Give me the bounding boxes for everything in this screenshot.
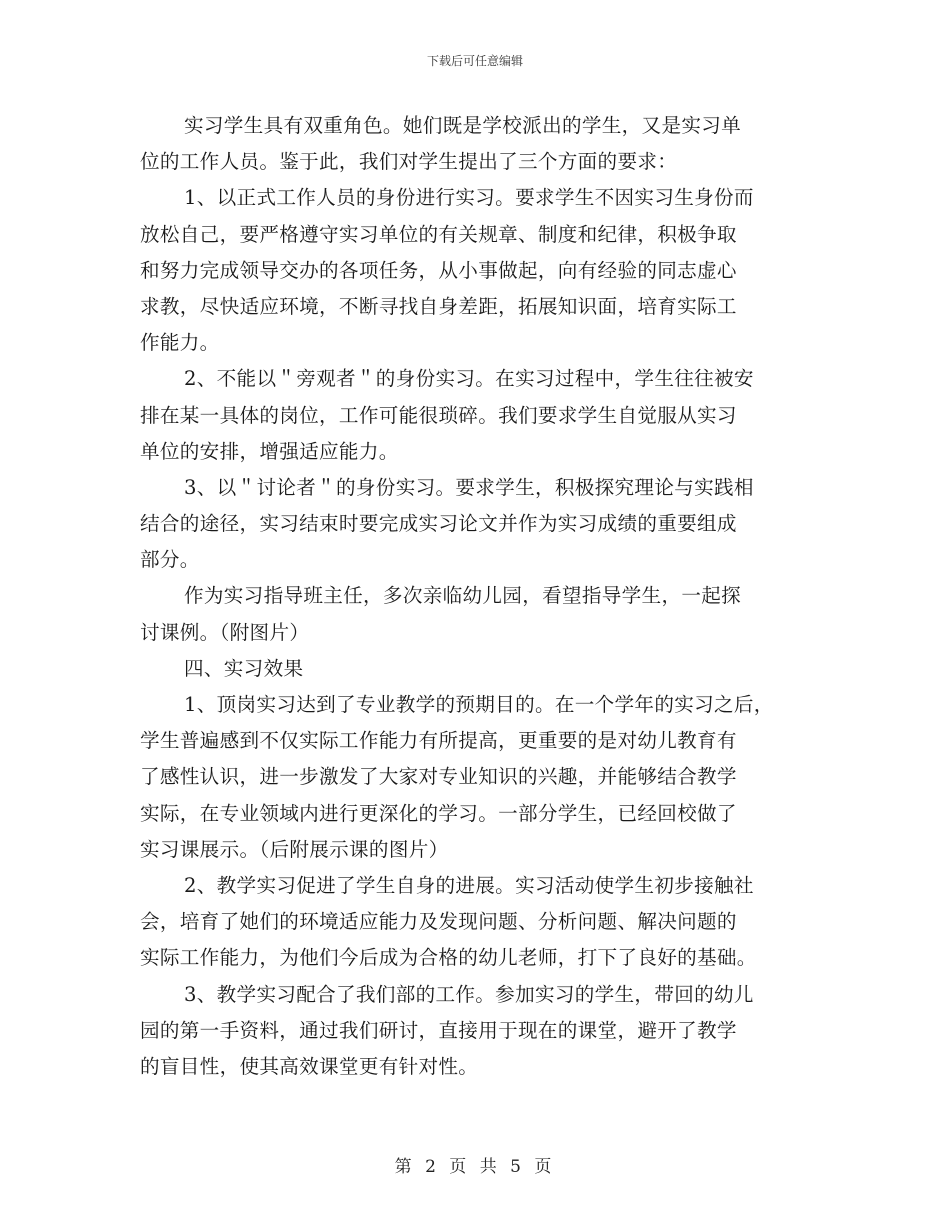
body-line: 3、教学实习配合了我们部的工作。参加实习的学生，带回的幼儿	[184, 982, 754, 1006]
body-line: 2、教学实习促进了学生自身的进展。实习活动使学生初步接触社	[184, 873, 754, 897]
body-line: 会，培育了她们的环境适应能力及发现问题、分析问题、解决问题的	[140, 910, 737, 934]
body-line: 实习课展示。（后附展示课的图片）	[140, 837, 449, 861]
body-line: 学生普遍感到不仅实际工作能力有所提高，更重要的是对幼儿教育有	[140, 729, 737, 753]
body-line: 排在某一具体的岗位，工作可能很琐碎。我们要求学生自觉服从实习	[140, 403, 737, 427]
body-line: 部分。	[140, 548, 200, 572]
body-line: 1、以正式工作人员的身份进行实习。要求学生不因实习生身份而	[184, 186, 754, 210]
body-line: 实际，在专业领域内进行更深化的学习。一部分学生，已经回校做了	[140, 801, 737, 825]
body-line: 结合的途径，实习结束时要完成实习论文并作为实习成绩的重要组成	[140, 512, 737, 536]
body-line: 单位的安排，增强适应能力。	[140, 439, 399, 463]
body-line: 放松自己，要严格遵守实习单位的有关规章、制度和纪律，积极争取	[140, 222, 737, 246]
body-line: 和努力完成领导交办的各项任务，从小事做起，向有经验的同志虚心	[140, 258, 737, 282]
body-line: 2、不能以＂旁观者＂的身份实习。在实习过程中，学生往往被安	[184, 367, 754, 391]
body-line: 的盲目性，使其高效课堂更有针对性。	[140, 1054, 479, 1078]
body-line: 讨课例。（附图片）	[140, 620, 310, 644]
document-body	[140, 108, 820, 1085]
body-line: 实际工作能力，为他们今后成为合格的幼儿老师，打下了良好的基础。	[140, 946, 757, 970]
body-line: 求教，尽快适应环境，不断寻找自身差距，拓展知识面，培育实际工	[140, 294, 737, 318]
body-line: 3、以＂讨论者＂的身份实习。要求学生，积极探究理论与实践相	[184, 475, 754, 499]
body-line: 园的第一手资料，通过我们研讨，直接用于现在的课堂，避开了教学	[140, 1018, 737, 1042]
body-line: 了感性认识，进一步激发了大家对专业知识的兴趣，并能够结合教学	[140, 765, 737, 789]
body-line: 实习学生具有双重角色。她们既是学校派出的学生，又是实习单	[184, 114, 742, 137]
body-line: 作能力。	[140, 331, 220, 355]
body-line: 作为实习指导班主任，多次亲临幼儿园，看望指导学生，一起探	[184, 584, 742, 608]
body-line: 位的工作人员。鉴于此，我们对学生提出了三个方面的要求：	[140, 150, 678, 174]
page-number-footer: 第 2 页 共 5 页	[394, 1157, 556, 1177]
body-line: 1、顶岗实习达到了专业教学的预期目的。在一个学年的实习之后，	[184, 693, 774, 716]
section-heading: 四、实习效果	[184, 656, 304, 680]
page-header-note: 下载后可任意编辑	[426, 54, 523, 68]
